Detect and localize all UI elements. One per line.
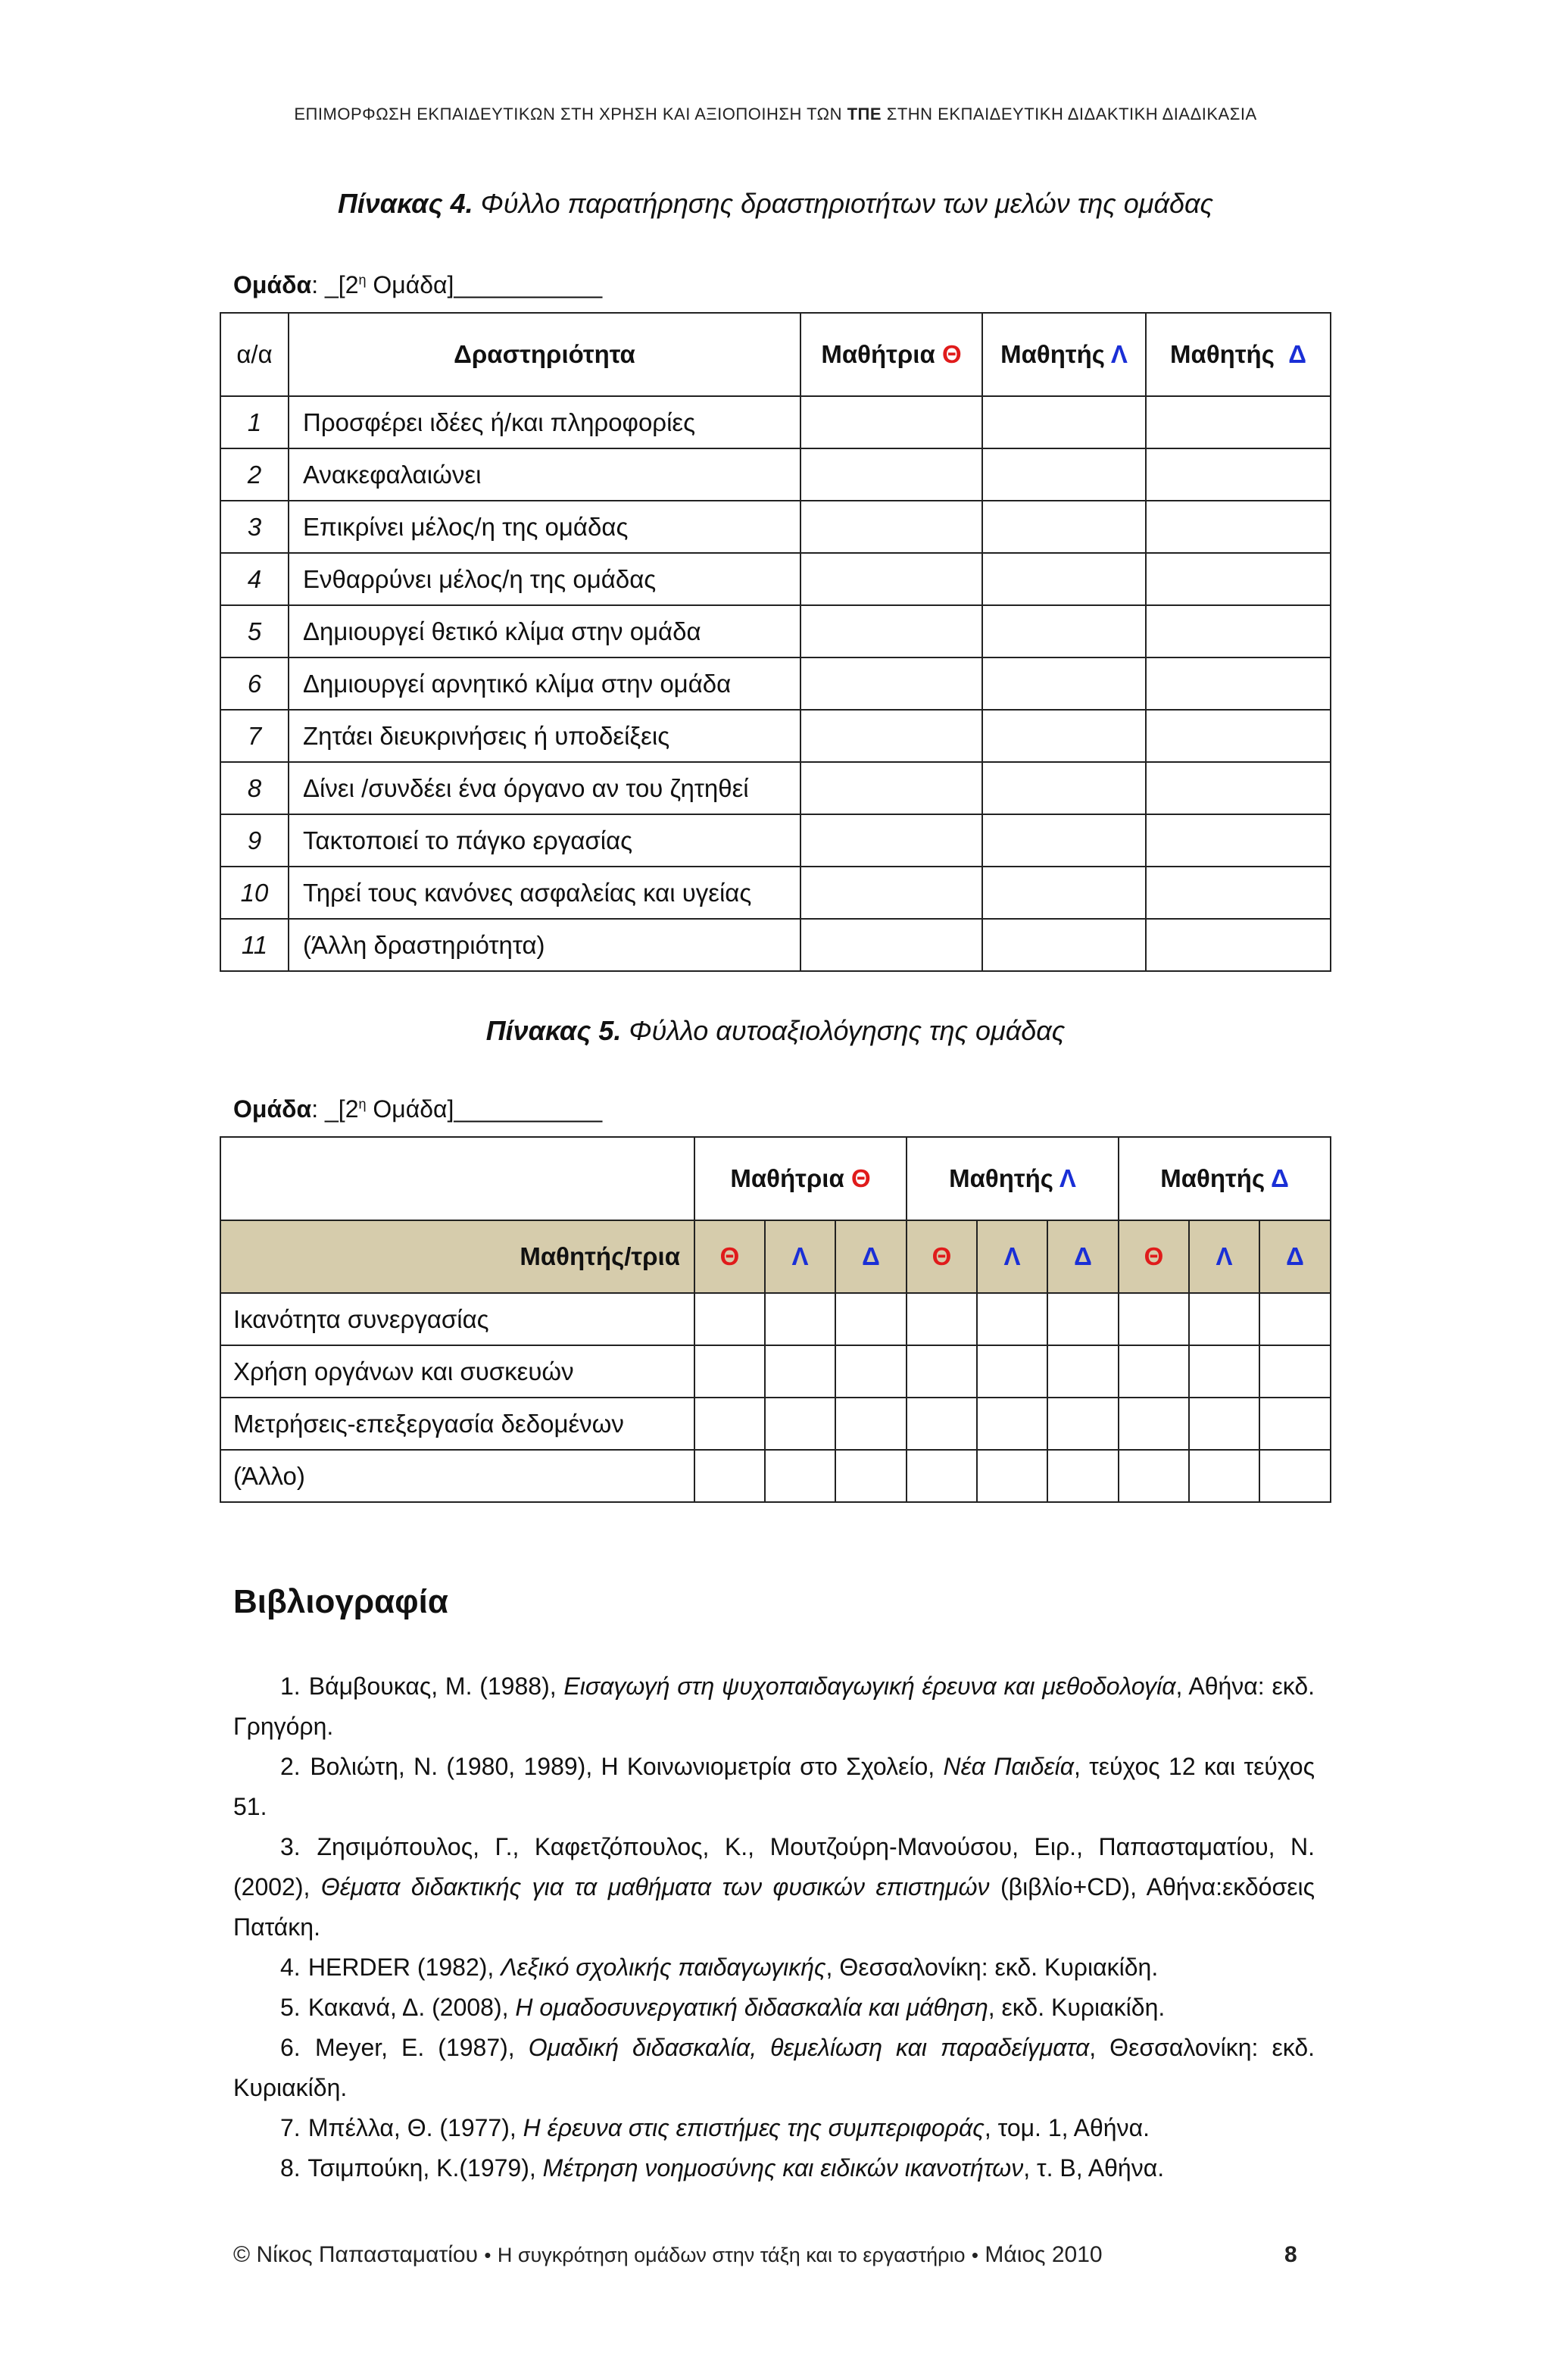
row-index: 11 [220,919,289,971]
item-title: Η έρευνα στις επιστήμες της συμπεριφοράς [523,2114,985,2141]
rating-cell[interactable] [1047,1450,1119,1502]
activity-cell: Ανακεφαλαιώνει [289,448,800,501]
bibliography-item [233,2028,1315,2108]
item-number: 1. [280,1673,301,1700]
activity-cell: Προσφέρει ιδέες ή/και πληροφορίες [289,396,800,448]
page-footer [233,2242,1309,2268]
item-text: Βάμβουκας, Μ. (1988), [308,1673,564,1700]
rating-cell[interactable] [835,1345,907,1398]
observation-cell[interactable] [1146,657,1331,710]
table-row [220,762,1331,814]
activity-cell: Δημιουργεί θετικό κλίμα στην ομάδα [289,605,800,657]
table4-caption-label: Πίνακας 4. [337,188,473,219]
observation-cell[interactable] [982,501,1146,553]
item-number: 4. [280,1954,301,1981]
bibliography-list [233,1666,1315,2188]
sub-letter-cell: Θ [694,1220,765,1293]
row-index: 5 [220,605,289,657]
bullet-icon: • [971,2244,979,2266]
item-text: , τ. Β, Αθήνα. [1023,2154,1165,2182]
table-row [220,657,1331,710]
footer-date: Μάιος 2010 [985,2242,1103,2267]
footer-author: © Νίκος Παπασταματίου [233,2242,479,2267]
observation-cell[interactable] [982,867,1146,919]
table-row [220,1345,1331,1398]
bibliography-item [233,1747,1315,1827]
criterion-cell: Ικανότητα συνεργασίας [220,1293,694,1345]
observation-cell[interactable] [800,762,982,814]
rating-cell[interactable] [1259,1398,1331,1450]
item-text: , Θεσσαλονίκη: εκδ. Κυριακίδη. [233,2034,1315,2101]
page-number: 8 [1284,2242,1297,2267]
table5-body [220,1293,1331,1502]
row-index: 1 [220,396,289,448]
running-header [0,105,1551,124]
observation-cell[interactable] [1146,867,1331,919]
rating-cell[interactable] [1259,1293,1331,1345]
table-row [220,867,1331,919]
running-head-bold: ΤΠΕ [847,105,882,123]
table-row [220,605,1331,657]
bibliography-item [233,2148,1315,2188]
table-row [220,1398,1331,1450]
sub-letter-cell: Θ [1119,1220,1189,1293]
group-value-sup: η [358,272,367,288]
bibliography-item [233,1988,1315,2028]
observation-cell[interactable] [800,448,982,501]
student-letter: Δ [1288,340,1306,368]
rating-cell[interactable] [977,1450,1047,1502]
activity-cell: (Άλλη δραστηριότητα) [289,919,800,971]
observation-cell[interactable] [1146,396,1331,448]
observation-cell[interactable] [982,396,1146,448]
item-title: Μέτρηση νοημοσύνης και ειδικών ικανοτήτων [542,2154,1024,2182]
bibliography-item [233,1947,1315,1988]
bibliography-item [233,1666,1315,1747]
student-word: Μαθήτρια [821,340,935,368]
student-letter: Λ [1059,1164,1076,1192]
col-student-delta [1119,1137,1331,1220]
activity-cell: Ενθαρρύνει μέλος/η της ομάδας [289,553,800,605]
row-index: 9 [220,814,289,867]
col-student-delta [1146,313,1331,396]
rating-cell[interactable] [765,1345,835,1398]
observation-cell[interactable] [982,553,1146,605]
rating-cell[interactable] [977,1293,1047,1345]
table-row [220,1293,1331,1345]
item-text: HERDER (1982), [307,1954,501,1981]
observation-cell[interactable] [800,919,982,971]
group-label: Ομάδα [233,271,312,298]
observation-cell[interactable] [982,762,1146,814]
observation-cell[interactable] [1146,710,1331,762]
student-word: Μαθήτρια [730,1164,844,1192]
col-index-header: α/α [220,313,289,396]
sub-letter-cell: Δ [835,1220,907,1293]
table5-caption-text: Φύλλο αυτοαξιολόγησης της ομάδας [629,1015,1066,1046]
rating-cell[interactable] [835,1398,907,1450]
criterion-cell: (Άλλο) [220,1450,694,1502]
bibliography-title: Βιβλιογραφία [233,1583,448,1620]
item-number: 7. [280,2114,301,2141]
bullet-icon: • [484,2244,492,2266]
item-text: Κακανά, Δ. (2008), [307,1994,516,2021]
rating-cell[interactable] [907,1398,977,1450]
activity-cell: Ζητάει διευκρινήσεις ή υποδείξεις [289,710,800,762]
item-text: Meyer, E. (1987), [315,2034,529,2061]
sub-letter-cell: Λ [765,1220,835,1293]
activity-cell: Τηρεί τους κανόνες ασφαλείας και υγείας [289,867,800,919]
observation-cell[interactable] [982,605,1146,657]
rating-cell[interactable] [1189,1345,1259,1398]
col-student-lambda [982,313,1146,396]
criterion-cell: Μετρήσεις-επεξεργασία δεδομένων [220,1398,694,1450]
observation-cell[interactable] [1146,814,1331,867]
col-student-theta [694,1137,907,1220]
rating-cell[interactable] [907,1345,977,1398]
rating-cell[interactable] [977,1345,1047,1398]
item-text: , τομ. 1, Αθήνα. [984,2114,1150,2141]
table5-subheader-row [220,1220,1331,1293]
item-text: , τεύχος 12 και τεύχος 51. [233,1753,1315,1820]
rating-cell[interactable] [835,1293,907,1345]
table-row [220,396,1331,448]
table-row [220,814,1331,867]
group-value-sup: η [358,1096,367,1112]
observation-cell[interactable] [800,814,982,867]
item-number: 3. [280,1833,301,1860]
item-text: , Αθήνα: εκδ. Γρηγόρη. [233,1673,1315,1740]
group-value-pre: : _[2 [311,1095,359,1123]
sub-letter-cell: Λ [1189,1220,1259,1293]
item-number: 6. [280,2034,301,2061]
rating-cell[interactable] [694,1345,765,1398]
activity-cell: Επικρίνει μέλος/η της ομάδας [289,501,800,553]
observation-cell[interactable] [982,710,1146,762]
item-text: , εκδ. Κυριακίδη. [988,1994,1166,2021]
table-row [220,501,1331,553]
student-word: Μαθητής [1170,340,1275,368]
rating-cell[interactable] [1189,1450,1259,1502]
observation-cell[interactable] [982,657,1146,710]
table-row [220,919,1331,971]
observation-cell[interactable] [800,396,982,448]
item-title: Νέα Παιδεία [943,1753,1074,1780]
bibliography-item [233,1827,1315,1947]
observation-cell[interactable] [1146,553,1331,605]
rating-cell[interactable] [1047,1293,1119,1345]
student-word: Μαθητής [949,1164,1053,1192]
student-letter: Δ [1271,1164,1289,1192]
col-student-theta [800,313,982,396]
rating-cell[interactable] [1259,1450,1331,1502]
activity-cell: Δίνει /συνδέει ένα όργανο αν του ζητηθεί [289,762,800,814]
item-text: Βολιώτη, Ν. (1980, 1989), Η Κοινωνιομετρία στο Σχολείο, [310,1753,944,1780]
sub-letter-cell: Δ [1259,1220,1331,1293]
table5-group-line [233,1095,602,1123]
rating-cell[interactable] [1047,1345,1119,1398]
item-text: , Θεσσαλονίκη: εκδ. Κυριακίδη. [825,1954,1159,1981]
table-row [220,1450,1331,1502]
activity-cell: Τακτοποιεί το πάγκο εργασίας [289,814,800,867]
sub-letter-cell: Θ [907,1220,977,1293]
row-index: 6 [220,657,289,710]
observation-cell[interactable] [982,919,1146,971]
rating-cell[interactable] [1119,1345,1189,1398]
rating-cell[interactable] [1189,1293,1259,1345]
rating-cell[interactable] [765,1293,835,1345]
observation-cell[interactable] [1146,919,1331,971]
observation-cell[interactable] [1146,448,1331,501]
group-value-post: Ομάδα]___________ [366,1095,603,1123]
observation-cell[interactable] [800,867,982,919]
bibliography-item [233,2108,1315,2148]
item-text: Μπέλλα, Θ. (1977), [307,2114,523,2141]
group-label: Ομάδα [233,1095,312,1123]
observation-cell[interactable] [1146,605,1331,657]
rating-cell[interactable] [1047,1398,1119,1450]
rating-cell[interactable] [907,1450,977,1502]
student-letter: Θ [850,1164,871,1192]
observation-cell[interactable] [800,710,982,762]
sub-letter-cell: Λ [977,1220,1047,1293]
row-index: 10 [220,867,289,919]
observation-cell[interactable] [982,814,1146,867]
table4-header-row [220,313,1331,396]
rating-cell[interactable] [1119,1450,1189,1502]
rating-cell[interactable] [907,1293,977,1345]
item-number: 8. [280,2154,301,2182]
rating-cell[interactable] [1119,1398,1189,1450]
student-letter: Λ [1110,340,1128,368]
item-title: Εισαγωγή στη ψυχοπαιδαγωγική έρευνα και μεθοδολογία [563,1673,1176,1700]
item-title: Η ομαδοσυνεργατική διδασκαλία και μάθηση [515,1994,988,2021]
row-index: 2 [220,448,289,501]
rating-cell[interactable] [765,1450,835,1502]
empty-corner-cell [220,1137,694,1220]
rating-cell[interactable] [1189,1398,1259,1450]
row-index: 7 [220,710,289,762]
running-head-pre: ΕΠΙΜΟΡΦΩΣΗ ΕΚΠΑΙΔΕΥΤΙΚΩΝ ΣΤΗ ΧΡΗΣΗ ΚΑΙ ΑΞΙΟΠΟΙΗΣΗ ΤΩΝ [294,105,842,123]
sub-letter-cell: Δ [1047,1220,1119,1293]
col-activity-header: Δραστηριότητα [289,313,800,396]
sub-label: Μαθητής/τρια [220,1220,694,1293]
student-letter: Θ [941,340,962,368]
item-title: Θέματα διδακτικής για τα μαθήματα των φυσικών επιστημών [320,1873,990,1901]
item-number: 5. [280,1994,301,2021]
observation-cell[interactable] [800,605,982,657]
rating-cell[interactable] [1259,1345,1331,1398]
row-index: 4 [220,553,289,605]
row-index: 3 [220,501,289,553]
rating-cell[interactable] [1119,1293,1189,1345]
rating-cell[interactable] [694,1293,765,1345]
row-index: 8 [220,762,289,814]
col-student-lambda [907,1137,1119,1220]
table-row [220,710,1331,762]
table-row [220,553,1331,605]
group-value-post: Ομάδα]___________ [366,271,603,298]
table4-caption [0,188,1551,220]
rating-cell[interactable] [835,1450,907,1502]
table5-caption-label: Πίνακας 5. [485,1015,622,1046]
table4-body [220,396,1331,971]
observation-cell[interactable] [800,501,982,553]
rating-cell[interactable] [694,1450,765,1502]
table-row [220,448,1331,501]
footer-title: Η συγκρότηση ομάδων στην τάξη και το εργαστήριο [497,2244,966,2266]
observation-cell[interactable] [1146,501,1331,553]
item-text: Τσιμπούκη, Κ.(1979), [307,2154,543,2182]
activity-cell: Δημιουργεί αρνητικό κλίμα στην ομάδα [289,657,800,710]
group-value-pre: : _[2 [311,271,359,298]
item-title: Λεξικό σχολικής παιδαγωγικής [501,1954,826,1981]
table5-header-row [220,1137,1331,1220]
student-word: Μαθητής [1160,1164,1265,1192]
running-head-post: ΣΤΗΝ ΕΚΠΑΙΔΕΥΤΙΚΗ ΔΙΔΑΚΤΙΚΗ ΔΙΑΔΙΚΑΣΙΑ [886,105,1257,123]
table4-caption-text: Φύλλο παρατήρησης δραστηριοτήτων των μελών της ομάδας [480,188,1214,219]
item-number: 2. [280,1753,301,1780]
criterion-cell: Χρήση οργάνων και συσκευών [220,1345,694,1398]
table4-group-line [233,271,602,299]
observation-cell[interactable] [800,657,982,710]
item-text: Ζησιμόπουλος, Γ., Καφετζόπουλος, Κ., Μουτζούρη-Μανούσου, Ειρ., Παπασταματίου, Ν. (2002), [233,1833,1315,1901]
observation-cell[interactable] [1146,762,1331,814]
rating-cell[interactable] [694,1398,765,1450]
rating-cell[interactable] [765,1398,835,1450]
observation-table [220,312,1331,972]
item-text: (βιβλίο+CD), Αθήνα:εκδόσεις Πατάκη. [233,1873,1315,1941]
observation-cell[interactable] [982,448,1146,501]
table5-caption [0,1015,1551,1047]
student-word: Μαθητής [1000,340,1105,368]
rating-cell[interactable] [977,1398,1047,1450]
item-title: Ομαδική διδασκαλία, θεμελίωση και παραδείγματα [528,2034,1090,2061]
self-assessment-table [220,1136,1331,1503]
observation-cell[interactable] [800,553,982,605]
